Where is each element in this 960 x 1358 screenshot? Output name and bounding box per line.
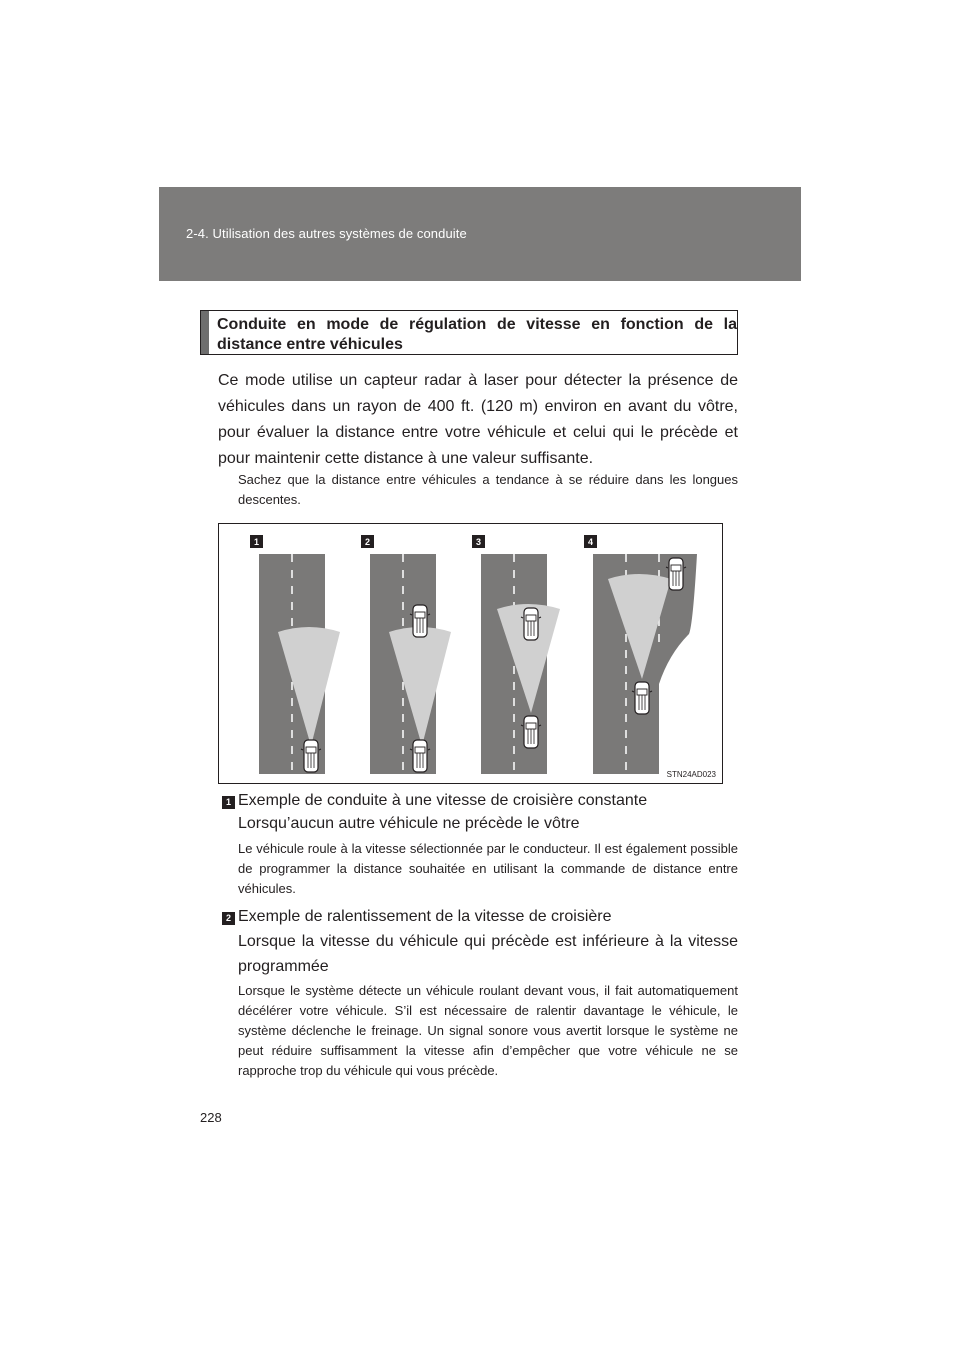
- chapter-breadcrumb: 2-4. Utilisation des autres systèmes de conduite: [186, 226, 467, 241]
- panel-1-badge: [250, 535, 263, 548]
- radar-cruise-illustration: [218, 523, 723, 784]
- note-paragraph: Sachez que la distance entre véhicules a tendance à se réduire dans les longues descentes.: [238, 472, 738, 507]
- section-heading-box: [200, 310, 738, 355]
- item-1-badge: 1: [222, 796, 235, 809]
- panel-4: [593, 554, 697, 774]
- lead-car-icon: [521, 608, 541, 640]
- own-car-icon: [410, 740, 430, 772]
- item-2-body: Lorsque le système détecte un véhicule roulant devant vous, il fait automatiquement décélérer votre véhicule. S’il est nécessaire de ralentir davantage le véhicule, le système déclenche le freinage. Un signal sonore vous avertit lorsque le système ne peut réduire suffisamment la vitesse afin d’empêcher que votre véhicule ne se rapproche trop du véhicule qui vous précède.: [238, 983, 738, 1078]
- road-diagram: [219, 524, 724, 785]
- panel-1-number: 1: [253, 537, 260, 547]
- page-number: 228: [200, 1110, 222, 1125]
- figure-code: STN24AD023: [666, 770, 716, 779]
- item-1-body: Le véhicule roule à la vitesse sélectionnée par le conducteur. Il est également possible de programmer la distance souhaitée en utilisant la commande de distance entre véhicules.: [238, 841, 738, 896]
- intro-paragraph: Ce mode utilise un capteur radar à laser pour détecter la présence de véhicules dans un rayon de 400 ft. (120 m) environ en avant du vôtre, pour évaluer la distance entre votre véhicule et celui qui le précède et pour maintenir cette distance à une valeur suffisante.: [218, 372, 738, 467]
- own-car-icon: [521, 716, 541, 748]
- panel-4-badge: [584, 535, 597, 548]
- panel-2-number: 2: [364, 537, 371, 547]
- own-car-icon: [301, 740, 321, 772]
- panel-3: [481, 554, 560, 774]
- panel-3-badge: [472, 535, 485, 548]
- item-2-subtitle: Lorsque la vitesse du véhicule qui précède est inférieure à la vitesse programmée: [238, 933, 738, 975]
- item-2-badge: 2: [222, 912, 235, 925]
- own-car-icon: [632, 682, 652, 714]
- panel-2: [370, 554, 451, 774]
- section-heading-bar: [201, 311, 209, 354]
- item-1-subtitle: Lorsqu’aucun autre véhicule ne précède le vôtre: [238, 815, 580, 832]
- panel-1: [259, 554, 340, 774]
- section-title: Conduite en mode de régulation de vitesse en fonction de la distance entre véhicules: [217, 316, 737, 353]
- panel-4-number: 4: [587, 537, 594, 547]
- item-2-title: Exemple de ralentissement de la vitesse de croisière: [238, 908, 612, 925]
- lead-car-icon: [666, 558, 686, 590]
- lead-car-icon: [410, 605, 430, 637]
- item-1-title: Exemple de conduite à une vitesse de croisière constante: [238, 792, 648, 809]
- panel-2-badge: [361, 535, 374, 548]
- panel-3-number: 3: [475, 537, 482, 547]
